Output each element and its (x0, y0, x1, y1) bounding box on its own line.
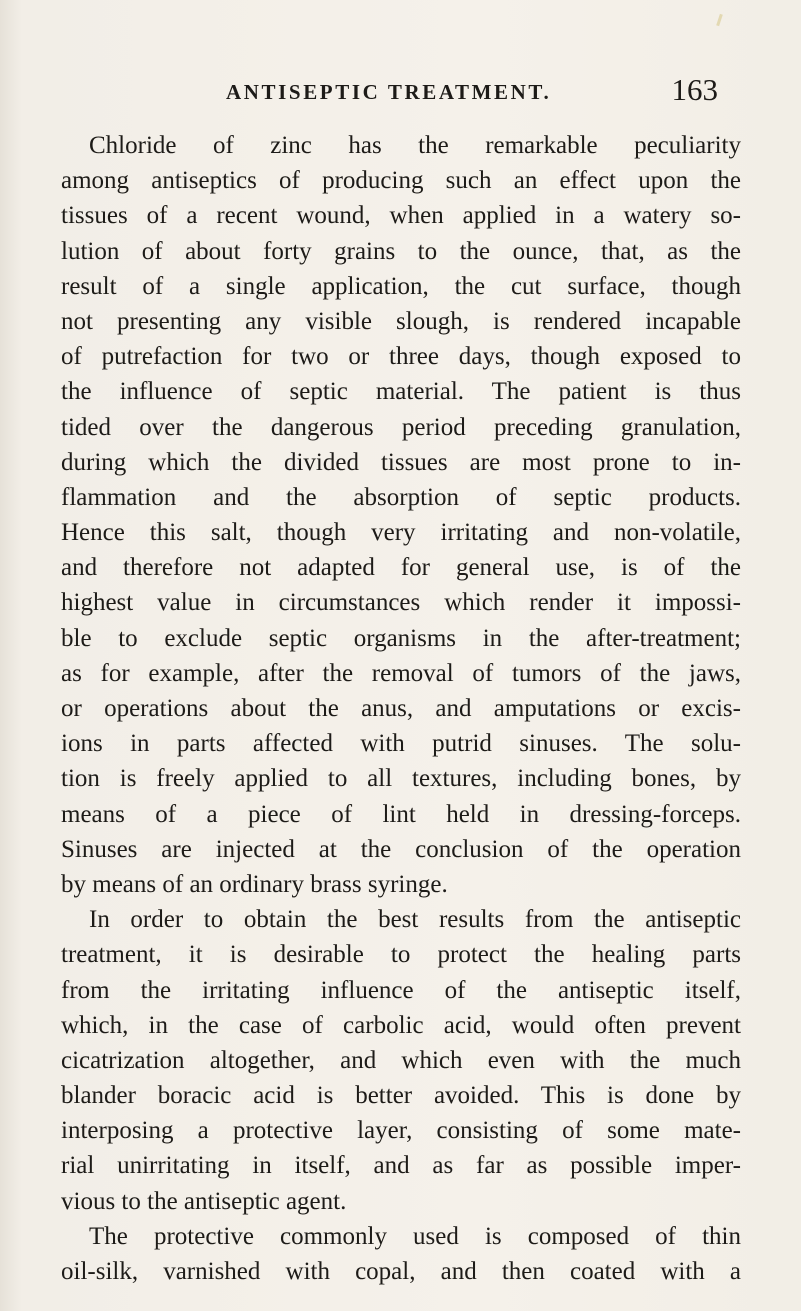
text-line: In order to obtain the best results from the antiseptic (89, 906, 741, 934)
text-line: Hence this salt, though very irritating and non-volatile, (61, 519, 741, 547)
text-line: not presenting any visible slough, is rendered incapable (61, 307, 741, 335)
text-line: flammation and the absorption of septic products. (61, 483, 741, 511)
paper-mark (716, 14, 723, 26)
text-line: as for example, after the removal of tumors of the jaws, (61, 659, 741, 687)
text-line: cicatrization altogether, and which even with the much (61, 1046, 741, 1074)
text-line: among antiseptics of producing such an effect upon the (61, 167, 741, 195)
text-line: Chloride of zinc has the remarkable peculiarity (89, 132, 741, 159)
text-line: from the irritating influence of the antiseptic itself, (61, 976, 741, 1004)
text-line: means of a piece of lint held in dressing-forceps. (61, 800, 741, 828)
text-line: treatment, it is desirable to protect the healing parts (61, 941, 741, 969)
page-number: 163 (671, 72, 718, 107)
text-line: ions in parts affected with putrid sinuses. The solu- (61, 730, 741, 758)
running-head: ANTISEPTIC TREATMENT. (226, 80, 552, 104)
text-line: vious to the antiseptic agent. (61, 1187, 347, 1215)
text-line: during which the divided tissues are most prone to in- (61, 448, 741, 476)
text-line: by means of an ordinary brass syringe. (61, 870, 448, 898)
text-line: of putrefaction for two or three days, though exposed to (61, 343, 741, 371)
text-line: rial unirritating in itself, and as far as possible imper- (61, 1152, 741, 1180)
text-line: tided over the dangerous period preceding granulation, (61, 413, 741, 441)
text-line: tion is freely applied to all textures, including bones, by (61, 765, 741, 793)
text-line: ble to exclude septic organisms in the after-treatment; (61, 624, 741, 652)
text-line: the influence of septic material. The patient is thus (61, 378, 741, 406)
text-line: and therefore not adapted for general use, is of the (61, 554, 741, 582)
text-line: The protective commonly used is composed of thin (89, 1222, 741, 1250)
text-line: oil-silk, varnished with copal, and then coated with a (61, 1258, 741, 1285)
text-line: which, in the case of carbolic acid, would often prevent (61, 1011, 741, 1039)
text-line: lution of about forty grains to the ounce, that, as the (61, 237, 741, 265)
text-line: blander boracic acid is better avoided. This is done by (61, 1082, 741, 1110)
text-line: tissues of a recent wound, when applied in a watery so- (61, 202, 741, 230)
text-line: or operations about the anus, and amputations or excis- (61, 695, 741, 722)
page-header (0, 72, 801, 112)
text-line: highest value in circumstances which render it impossi- (61, 589, 741, 617)
body-text (61, 128, 741, 1289)
text-line: Sinuses are injected at the conclusion of the operation (61, 835, 741, 863)
text-line: interposing a protective layer, consisting of some mate- (61, 1117, 741, 1145)
text-line: result of a single application, the cut surface, though (61, 272, 741, 300)
